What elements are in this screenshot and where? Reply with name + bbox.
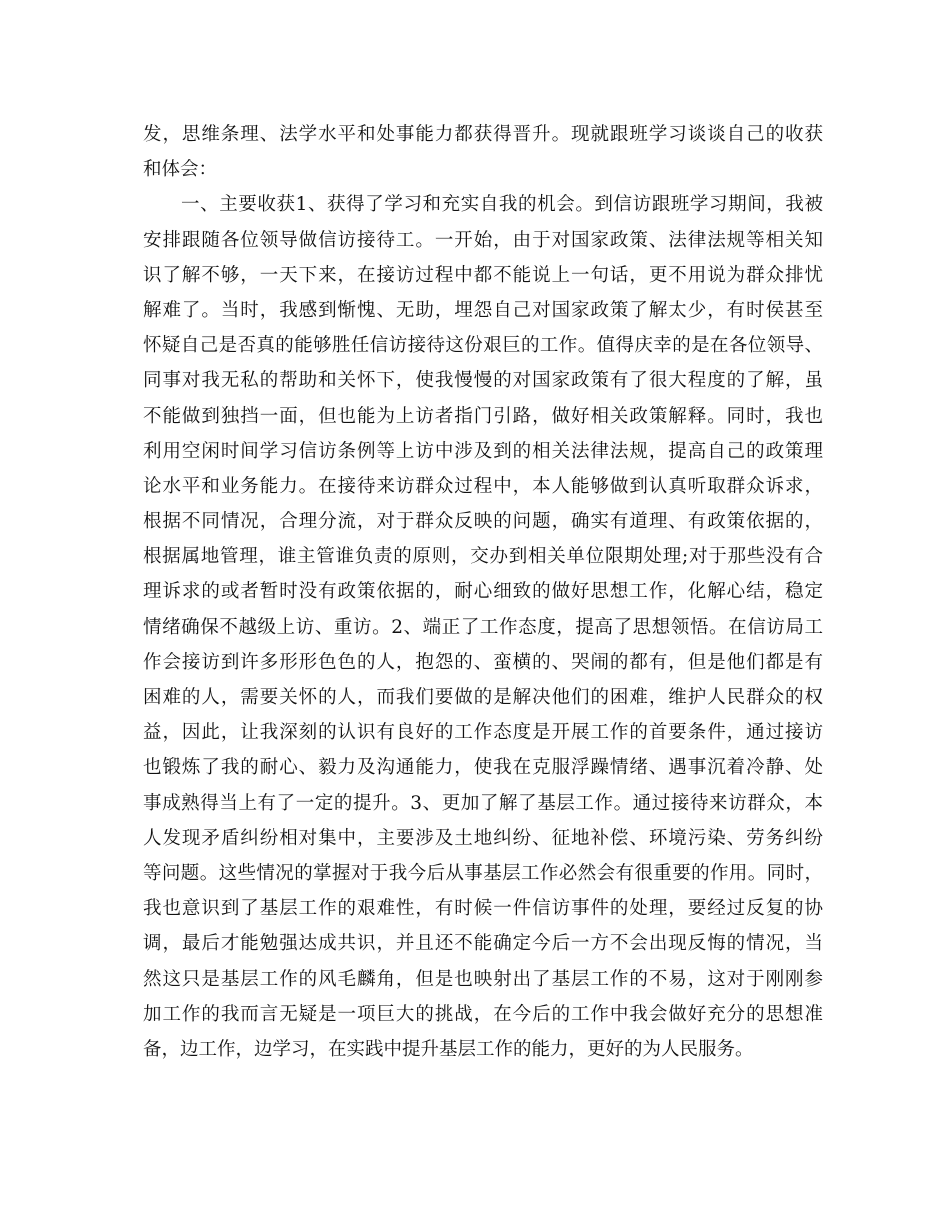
text-line: 加工作的我而言无疑是一项巨大的挑战，在今后的工作中我会做好充分的思想准 [143, 1003, 823, 1025]
text-line: 等问题。这些情况的掌握对于我今后从事基层工作必然会有很重要的作用。同时， [143, 862, 823, 884]
text-line: 怀疑自己是否真的能够胜任信访接待这份艰巨的工作。值得庆幸的是在各位领导、 [143, 335, 823, 357]
text-line: 利用空闲时间学习信访条例等上访中涉及到的相关法律法规，提高自己的政策理 [143, 440, 823, 462]
text-line: 然这只是基层工作的风毛麟角，但是也映射出了基层工作的不易，这对于刚刚参 [143, 968, 823, 990]
text-line: 和体会： [143, 159, 218, 181]
text-line: 同事对我无私的帮助和关怀下，使我慢慢的对国家政策有了很大程度的了解，虽 [143, 370, 823, 392]
text-line: 识了解不够，一天下来，在接访过程中都不能说上一句话，更不用说为群众排忧 [143, 264, 823, 286]
text-line: 根据不同情况，合理分流，对于群众反映的问题，确实有道理、有政策依据的， [143, 511, 823, 533]
text-line: 根据属地管理，谁主管谁负责的原则，交办到相关单位限期处理;对于那些没有合 [143, 546, 823, 568]
text-line: 备，边工作，边学习，在实践中提升基层工作的能力，更好的为人民服务。 [143, 1038, 754, 1060]
text-line: 我也意识到了基层工作的艰难性，有时候一件信访事件的处理，要经过反复的协 [143, 898, 823, 920]
text-line: 调，最后才能勉强达成共识，并且还不能确定今后一方不会出现反悔的情况，当 [143, 933, 823, 955]
text-line: 理诉求的或者暂时没有政策依据的，耐心细致的做好思想工作，化解心结，稳定 [143, 581, 823, 603]
text-line: 情绪确保不越级上访、重访。2、端正了工作态度，提高了思想领悟。在信访局工 [143, 616, 823, 638]
text-line: 安排跟随各位领导做信访接待工。一开始，由于对国家政策、法律法规等相关知 [143, 229, 823, 251]
text-line: 也锻炼了我的耐心、毅力及沟通能力，使我在克服浮躁情绪、遇事沉着冷静、处 [143, 757, 823, 779]
text-line: 益，因此，让我深刻的认识有良好的工作态度是开展工作的首要条件，通过接访 [143, 722, 823, 744]
text-line: 不能做到独挡一面，但也能为上访者指门引路，做好相关政策解释。同时，我也 [143, 405, 823, 427]
body-text [143, 117, 823, 1067]
text-line: 困难的人，需要关怀的人，而我们要做的是解决他们的困难，维护人民群众的权 [143, 687, 823, 708]
text-line: 作会接访到许多形形色色的人，抱怨的、蛮横的、哭闹的都有，但是他们都是有 [143, 651, 823, 673]
text-line: 一、主要收获1、获得了学习和充实自我的机会。到信访跟班学习期间，我被 [181, 194, 823, 216]
text-line: 事成熟得当上有了一定的提升。3、更加了解了基层工作。通过接待来访群众，本 [143, 792, 823, 814]
text-line: 解难了。当时，我感到惭愧、无助，埋怨自己对国家政策了解太少，有时侯甚至 [143, 299, 823, 321]
text-line: 人发现矛盾纠纷相对集中，主要涉及土地纠纷、征地补偿、环境污染、劳务纠纷 [143, 827, 823, 849]
text-line: 发，思维条理、法学水平和处事能力都获得晋升。现就跟班学习谈谈自己的收获 [143, 124, 823, 145]
text-line: 论水平和业务能力。在接待来访群众过程中，本人能够做到认真听取群众诉求， [143, 475, 823, 497]
